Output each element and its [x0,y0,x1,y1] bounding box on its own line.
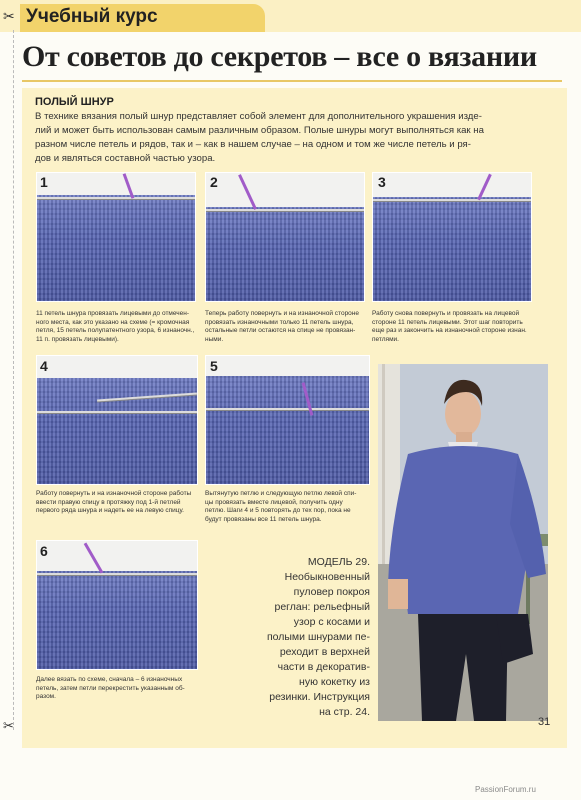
model-photo [378,364,548,721]
step-caption-5 [205,490,375,524]
model-line: ную кокетку из [299,676,370,688]
step-photo-3 [372,172,532,302]
step-number: 1 [40,174,48,190]
caption-line: петлями. [372,335,399,343]
caption-line: ного места, как это указано на схеме (= кромочная [36,318,190,326]
section-tab-label: Учебный курс [26,6,158,27]
caption-line: ввести правую спицу в протяжку под 1-й петлей [36,498,181,506]
step-caption-1 [36,310,201,344]
caption-line: петля, 15 петель полупатентного узора, 6 изнаночн., [36,327,195,335]
caption-line: остальные петли остаются на спице не провязан- [205,327,356,335]
page-title: От советов до секретов – все о вязании [22,40,537,73]
model-line: узор с косами и [293,616,370,628]
intro-line: дов и являться составной частью узора. [35,153,216,164]
title-divider [22,80,562,82]
scissors-icon: ✂ [3,718,14,733]
page-number: 31 [538,716,551,728]
model-line: МОДЕЛЬ 29. [307,556,370,568]
intro-line: лий и может быть использован самым различным образом. Полые шнуры могут выполняться как на [35,125,484,136]
caption-line: Вытянутую петлю и следующую петлю левой спи- [205,490,357,497]
step-number: 6 [40,543,48,559]
scissors-icon: ✂ [3,8,15,24]
model-line: части в декоратив- [277,661,370,673]
step-caption-6 [36,676,206,702]
model-line: реглан: рельефный [274,601,370,613]
caption-line: будут провязаны все 11 петель шнура. [205,515,322,523]
step-caption-3 [372,310,542,344]
step-number: 5 [210,358,218,374]
model-line: резинки. Инструкция [269,691,370,703]
model-line: на стр. 24. [319,706,370,718]
model-line: полыми шнурами пе- [266,631,370,643]
caption-line: стороне 11 петель лицевыми. Этот шаг повторить [372,318,523,326]
model-line: Необыкновенный [284,571,370,583]
caption-line: Далее вязать по схеме, сначала – 6 изнаночных [36,676,183,683]
watermark: PassionForum.ru [475,785,536,794]
step-caption-2 [205,310,370,344]
caption-line: петлю. Шаги 4 и 5 повторять до тех пор, пока не [205,507,351,515]
caption-line: первого ряда шнура и надеть ее на левую спицу. [36,507,184,515]
step-caption-4 [36,490,201,516]
section-tab [20,4,265,32]
caption-line: разом. [36,693,56,701]
step-photo-6 [36,540,198,670]
step-number: 3 [378,174,386,190]
caption-line: цы провязать вместе лицевой, получить одну [205,498,343,506]
model-description [262,555,370,720]
model-line: реходит в верхней [279,646,370,658]
caption-line: 11 петель шнура провязать лицевыми до отмечен- [36,310,190,317]
intro-line: разном числе петель и рядов, так и – как в нашем случае – на одном и том же числе петель и ря- [35,139,471,150]
intro-line: В технике вязания полый шнур представляет собой элемент для дополнительного украшения изде- [35,111,482,122]
step-photo-5 [205,355,370,485]
caption-line: Работу повернуть и на изнаночной стороне работы [36,490,192,497]
caption-line: еще раз и закончить на изнаночной стороне изнан. [372,327,527,335]
intro-text [35,110,555,166]
model-figure [378,364,548,721]
step-number: 2 [210,174,218,190]
caption-line: Работу снова повернуть и провязать на лицевой [372,310,520,317]
step-photo-1 [36,172,196,302]
caption-line: 11 п. провязать лицевыми). [36,335,119,343]
model-line: пуловер покроя [293,586,370,598]
cut-line [13,30,14,730]
caption-line: петель, затем петли перекрестить указанным об- [36,684,185,692]
step-photo-2 [205,172,365,302]
caption-line: Теперь работу повернуть и на изнаночной стороне [205,310,360,317]
section-heading: ПОЛЫЙ ШНУР [35,96,114,108]
step-number: 4 [40,358,48,374]
caption-line: ными. [205,335,224,343]
step-photo-4 [36,355,198,485]
caption-line: провязать изнаночными только 11 петель шнура, [205,318,354,326]
